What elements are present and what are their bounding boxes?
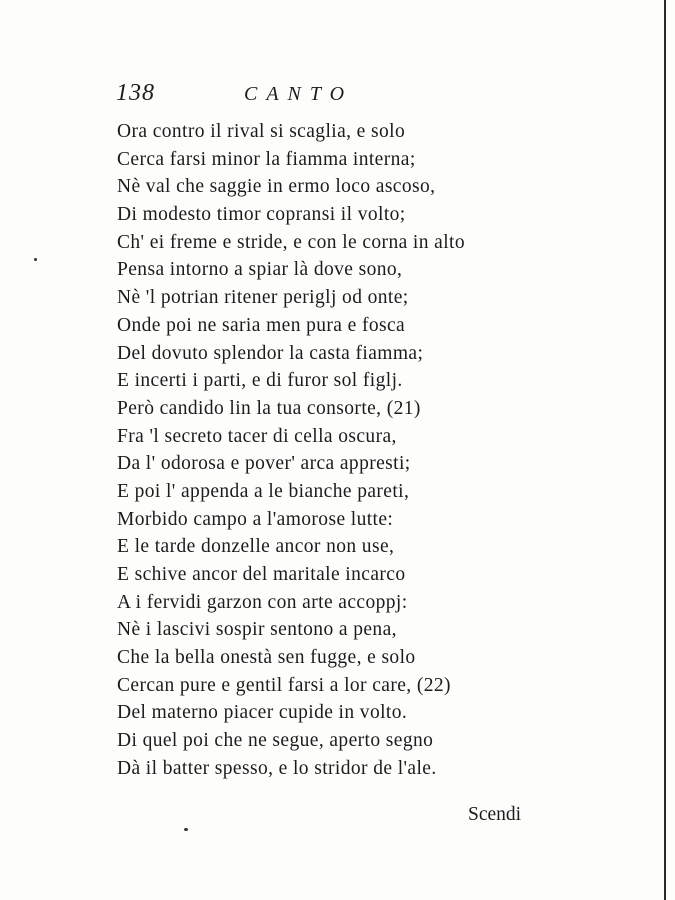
verse-line: Del materno piacer cupide in volto. xyxy=(117,702,408,724)
page-edge-line xyxy=(664,0,666,900)
verse-line: Pensa intorno a spiar là dove sono, xyxy=(117,259,403,281)
verse-line: Ch' ei freme e stride, e con le corna in alto xyxy=(117,231,466,253)
verse-line: Di quel poi che ne segue, aperto segno xyxy=(117,730,434,752)
verse-line: Dà il batter spesso, e lo stridor de l'ale. xyxy=(117,757,437,779)
verse-line: Nè i lascivi sospir sentono a pena, xyxy=(117,619,397,641)
verse-block xyxy=(117,118,547,783)
verse-line: Che la bella onestà sen fugge, e solo xyxy=(117,647,416,669)
verse-line: Nè val che saggie in ermo loco ascoso, xyxy=(117,176,436,198)
page-header xyxy=(116,80,536,114)
ink-speck xyxy=(184,828,188,831)
verse-line: A i fervidi garzon con arte accoppj: xyxy=(117,591,408,613)
verse-line: Nè 'l potrian ritener periglj od onte; xyxy=(117,287,409,309)
verse-line: Da l' odorosa e pover' arca appresti; xyxy=(117,453,411,475)
verse-line: Morbido campo a l'amorose lutte: xyxy=(117,508,394,530)
verse-line: Ora contro il rival si scaglia, e solo xyxy=(117,121,406,142)
verse-line: E schive ancor del maritale incarco xyxy=(117,564,406,585)
page-number: 138 xyxy=(116,80,155,106)
verse-line: Cerca farsi minor la fiamma interna; xyxy=(117,148,416,170)
verse-line: Del dovuto splendor la casta fiamma; xyxy=(117,342,424,364)
verse-line: Onde poi ne saria men pura e fosca xyxy=(117,314,406,336)
verse-line: Però candido lin la tua consorte, (21) xyxy=(117,397,421,419)
verse-line: E le tarde donzelle ancor non use, xyxy=(117,536,395,558)
ink-speck xyxy=(34,258,37,261)
running-title: CANTO xyxy=(244,83,354,105)
verse-line: Fra 'l secreto tacer di cella oscura, xyxy=(117,425,397,447)
verse-line: E incerti i parti, e di furor sol figlj. xyxy=(117,370,403,392)
verse-line: Di modesto timor copransi il volto; xyxy=(117,204,406,226)
verse-line: E poi l' appenda a le bianche pareti, xyxy=(117,480,410,502)
catchword: Scendi xyxy=(468,804,522,825)
verse-line: Cercan pure e gentil farsi a lor care, (22) xyxy=(117,674,451,696)
